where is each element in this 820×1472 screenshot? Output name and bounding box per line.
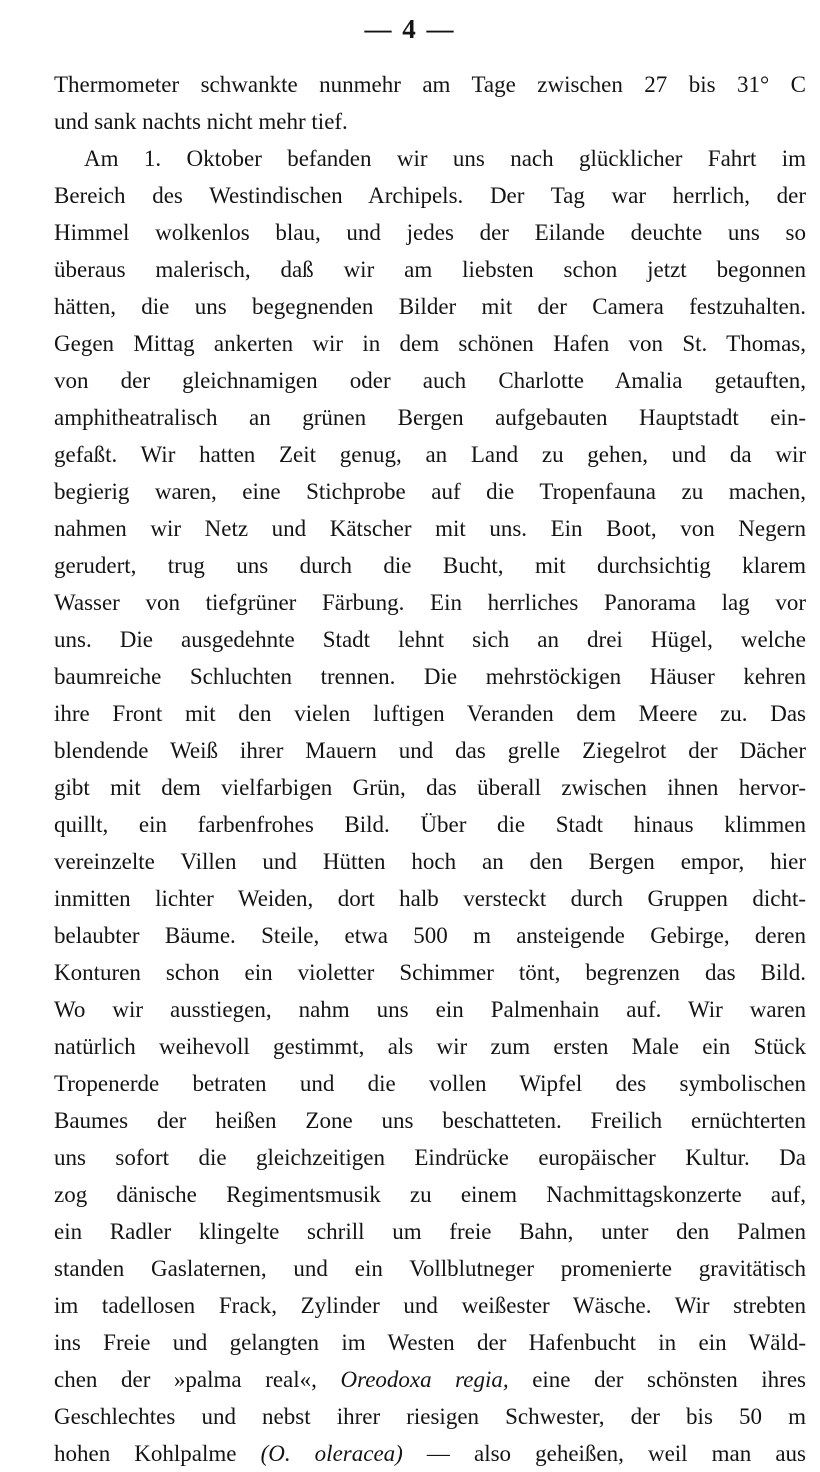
text-segment: hohen Kohlpalme	[54, 1441, 261, 1466]
text-line-28: Tropenerde betraten und die vollen Wipfel des symbolischen	[54, 1071, 806, 1096]
text-line-27: natürlich weihevoll gestimmt, als wir zum ersten Male ein Stück	[54, 1034, 806, 1059]
text-line-11: gefaßt. Wir hatten Zeit genug, an Land zu gehen, und da wir	[54, 442, 806, 467]
body-text	[54, 66, 806, 1472]
text-line-21: quillt, ein farbenfrohes Bild. Über die Stadt hinaus klimmen	[54, 812, 806, 837]
text-line-7: hätten, die uns begegnenden Bilder mit der Camera festzuhalten.	[54, 294, 806, 319]
text-line-29: Baumes der heißen Zone uns beschatteten. Freilich ernüchterten	[54, 1108, 806, 1133]
text-line-12: begierig waren, eine Stichprobe auf die Tropenfauna zu machen,	[54, 479, 806, 504]
text-segment: chen der »palma real«,	[54, 1367, 341, 1392]
text-line-34: im tadellosen Frack, Zylinder und weißester Wäsche. Wir strebten	[54, 1293, 806, 1318]
text-line-16: uns. Die ausgedehnte Stadt lehnt sich an drei Hügel, welche	[54, 627, 806, 652]
text-line-26: Wo wir ausstiegen, nahm uns ein Palmenhain auf. Wir waren	[54, 997, 806, 1022]
text-line-6: überaus malerisch, daß wir am liebsten schon jetzt begonnen	[54, 257, 806, 282]
text-line-38	[54, 1435, 806, 1472]
text-line-20: gibt mit dem vielfarbigen Grün, das überall zwischen ihnen hervor-	[54, 775, 806, 800]
text-line-19: blendende Weiß ihrer Mauern und das grelle Ziegelrot der Dächer	[54, 738, 806, 763]
text-line-30: uns sofort die gleichzeitigen Eindrücke europäischer Kultur. Da	[54, 1145, 806, 1170]
text-line-35: ins Freie und gelangten im Westen der Hafenbucht in ein Wäld-	[54, 1330, 806, 1355]
text-line-8: Gegen Mittag ankerten wir in dem schönen Hafen von St. Thomas,	[54, 331, 806, 356]
text-line-1: Thermometer schwankte nunmehr am Tage zwischen 27 bis 31° C	[54, 72, 806, 97]
text-line-10: amphitheatralisch an grünen Bergen aufgebauten Hauptstadt ein-	[54, 405, 806, 430]
text-line-18: ihre Front mit den vielen luftigen Veranden dem Meere zu. Das	[54, 701, 806, 726]
text-line-3: Am 1. Oktober befanden wir uns nach glücklicher Fahrt im	[84, 146, 806, 171]
italic-species-name: Oreodoxa regia,	[340, 1367, 509, 1392]
text-line-33: standen Gaslaternen, und ein Vollblutneger promenierte gravitätisch	[54, 1256, 806, 1281]
page-number: — 4 —	[364, 14, 456, 44]
text-line-9: von der gleichnamigen oder auch Charlotte Amalia getauften,	[54, 368, 806, 393]
text-line-36	[54, 1361, 806, 1398]
text-segment: — also geheißen, weil man aus	[402, 1441, 806, 1466]
text-line-14: gerudert, trug uns durch die Bucht, mit durchsichtig klarem	[54, 553, 806, 578]
text-line-31: zog dänische Regimentsmusik zu einem Nachmittagskonzerte auf,	[54, 1182, 806, 1207]
italic-species-name: (O. oleracea)	[260, 1441, 403, 1466]
text-line-22: vereinzelte Villen und Hütten hoch an den Bergen empor, hier	[54, 849, 806, 874]
text-line-2: und sank nachts nicht mehr tief.	[54, 109, 348, 134]
text-line-23: inmitten lichter Weiden, dort halb versteckt durch Gruppen dicht-	[54, 886, 806, 911]
text-line-25: Konturen schon ein violetter Schimmer tönt, begrenzen das Bild.	[54, 960, 806, 985]
text-line-24: belaubter Bäume. Steile, etwa 500 m ansteigende Gebirge, deren	[54, 923, 806, 948]
text-line-17: baumreiche Schluchten trennen. Die mehrstöckigen Häuser kehren	[54, 664, 806, 689]
text-line-4: Bereich des Westindischen Archipels. Der Tag war herrlich, der	[54, 183, 806, 208]
text-line-37: Geschlechtes und nebst ihrer riesigen Schwester, der bis 50 m	[54, 1404, 806, 1429]
text-line-5: Himmel wolkenlos blau, und jedes der Eilande deuchte uns so	[54, 220, 806, 245]
text-line-13: nahmen wir Netz und Kätscher mit uns. Ein Boot, von Negern	[54, 516, 806, 541]
text-line-15: Wasser von tiefgrüner Färbung. Ein herrliches Panorama lag vor	[54, 590, 806, 615]
text-line-32: ein Radler klingelte schrill um freie Bahn, unter den Palmen	[54, 1219, 806, 1244]
text-segment: eine der schönsten ihres	[508, 1367, 806, 1392]
